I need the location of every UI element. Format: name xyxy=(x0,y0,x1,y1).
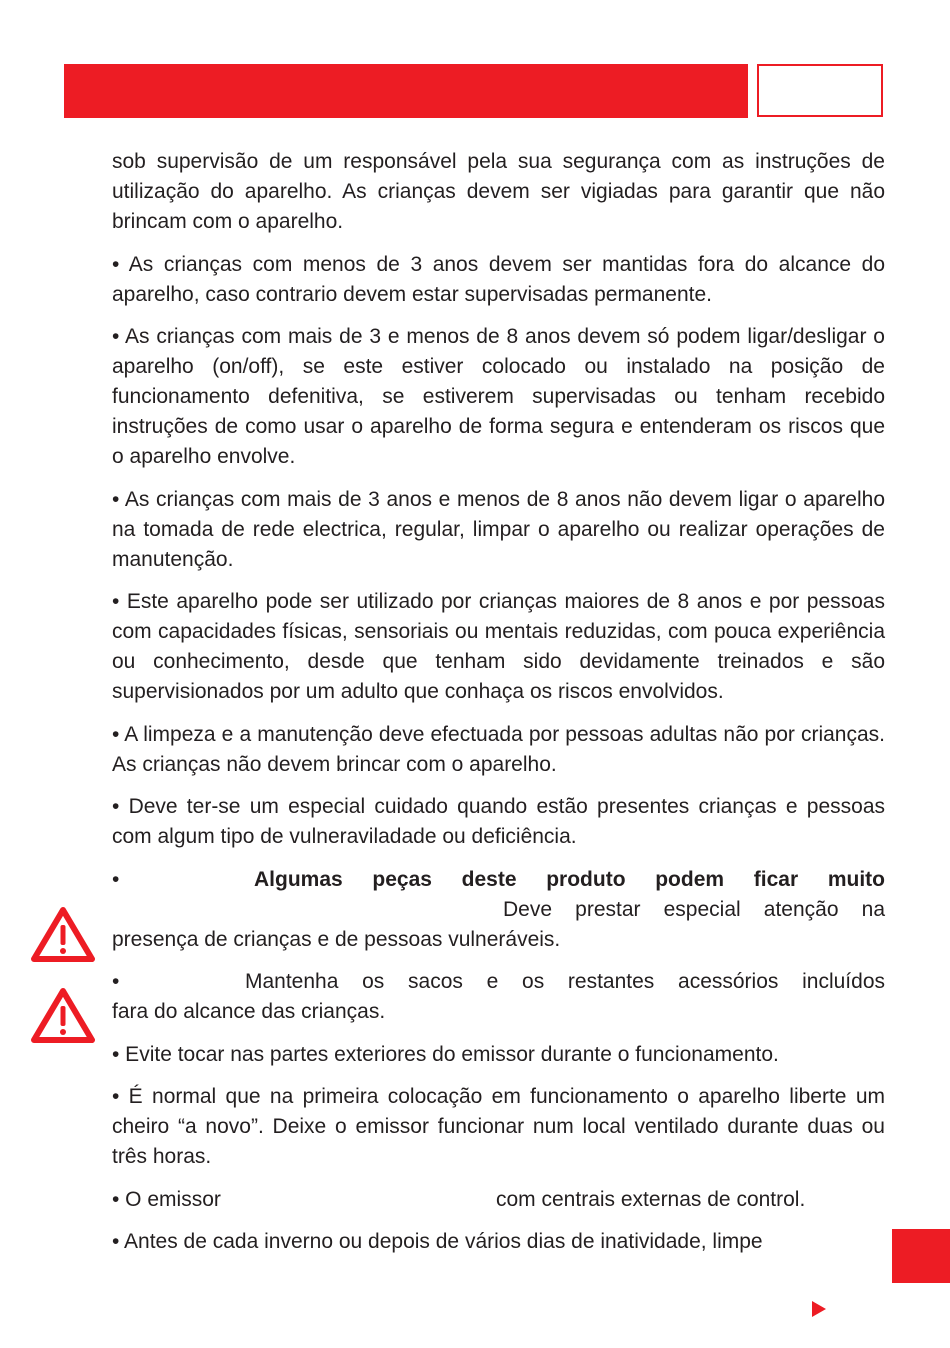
bullet-paragraph: • As crianças com mais de 3 anos e menos de 8 anos não devem ligar o aparelho na tomada de rede electrica, regular, limpar o aparelho ou realizar operações de manutenção. xyxy=(112,487,885,571)
emitter-text-end: com centrais externas de control. xyxy=(496,1187,806,1211)
bullet-paragraph: • Este aparelho pode ser utilizado por crianças maiores de 8 anos e por pessoas com capacidades físicas, sensoriais ou mentais reduzidas, com pouca experiência ou conhecimento, desde que tenham sido devidamente treinados e são supervisionados por um adulto que conhaça os riscos envolvidos. xyxy=(112,590,885,703)
document-body xyxy=(112,147,885,1270)
bullet-paragraph: • As crianças com menos de 3 anos devem ser mantidas fora do alcance do aparelho, caso contrario devem estar supervisadas permanente. xyxy=(112,252,885,306)
warning-text-line: fara do alcance das crianças. xyxy=(112,1000,386,1023)
bullet: • xyxy=(112,867,120,891)
bullet: • xyxy=(112,970,120,993)
warning-triangle-icon xyxy=(31,906,95,962)
warning-paragraph-hot-parts xyxy=(112,865,885,955)
paragraph: sob supervisão de um responsável pela sua segurança com as instruções de utilização do aparelho. As crianças devem ser vigiadas para garantir que não brincam com o aparelho. xyxy=(112,150,885,233)
next-page-arrow-icon[interactable] xyxy=(811,1300,827,1318)
warning-triangle-icon xyxy=(31,987,95,1043)
warning-paragraph-bags xyxy=(112,967,885,1027)
page-number-box xyxy=(757,64,883,117)
bullet-paragraph: • A limpeza e a manutenção deve efectuada por pessoas adultas não por crianças. As crianças não devem brincar com o aparelho. xyxy=(112,722,885,776)
header-bar xyxy=(64,64,748,118)
warning-text-line: presença de crianças e de pessoas vulneráveis. xyxy=(112,927,561,951)
bullet-paragraph: • Antes de cada inverno ou depois de vários dias de inatividade, limpe xyxy=(112,1230,763,1253)
bullet-paragraph: • Evite tocar nas partes exteriores do emissor durante o funcionamento. xyxy=(112,1042,779,1066)
side-tab-marker xyxy=(892,1229,950,1283)
emitter-text-start: • O emissor xyxy=(112,1187,221,1211)
warning-text: Mantenha os sacos e os restantes acessórios incluídos xyxy=(245,970,885,993)
warning-bold-text: Algumas peças deste produto podem ficar muito xyxy=(254,867,885,891)
bullet-paragraph: • É normal que na primeira colocação em funcionamento o aparelho liberte um cheiro “a novo”. Deixe o emissor funcionar num local ventilado durante duas ou três horas. xyxy=(112,1085,885,1168)
bullet-paragraph: • As crianças com mais de 3 e menos de 8 anos devem só podem ligar/desligar o aparelho (on/off), se este estiver colocado ou instalado na posição de funcionamento defenitiva, se estiverem supervisadas ou tenham recebido instruções de como usar o aparelho de forma segura e entenderam os riscos que o aparelho envolve. xyxy=(112,325,885,468)
bullet-paragraph: • Deve ter-se um especial cuidado quando estão presentes crianças e pessoas com algum tipo de vulneraviladade ou deficiência. xyxy=(112,795,885,848)
warning-text-line: Deve prestar especial atenção na xyxy=(503,897,885,921)
bullet-paragraph-emitter xyxy=(112,1185,885,1215)
